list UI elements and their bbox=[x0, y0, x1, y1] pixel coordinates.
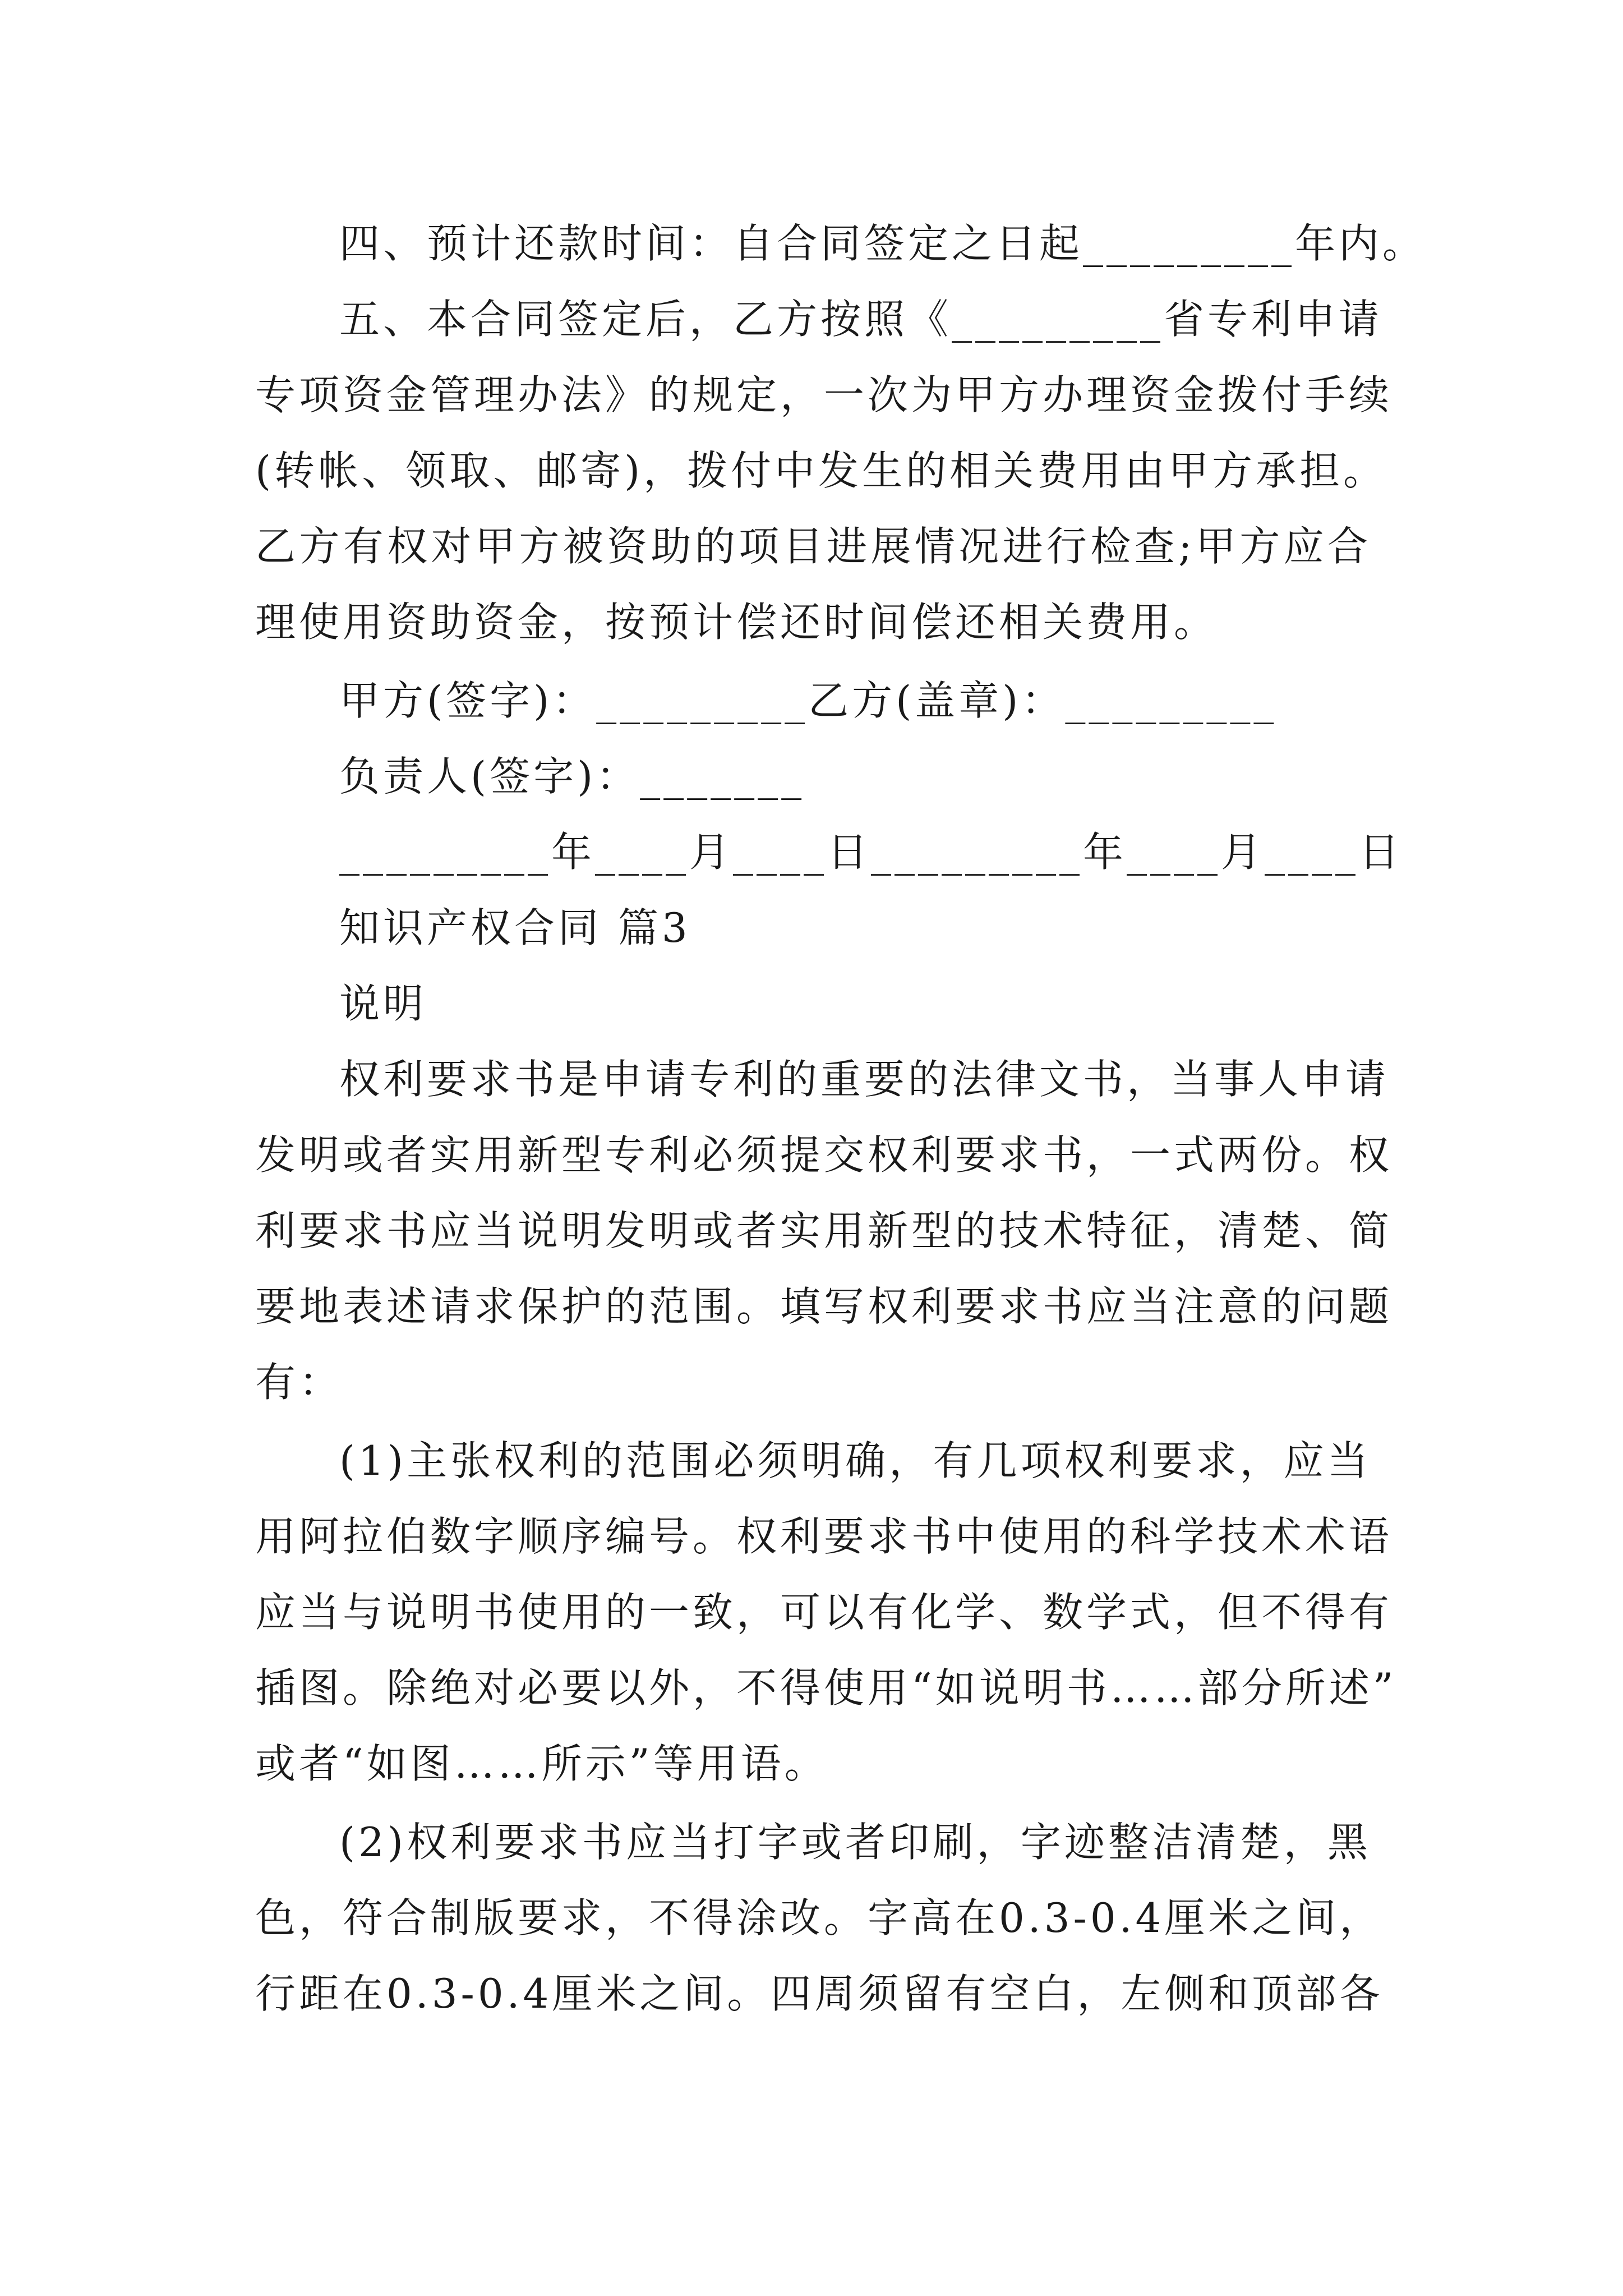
explanation-line-3: 利要求书应当说明发明或者实用新型的技术特征，清楚、简 bbox=[255, 1207, 1393, 1254]
explanation-line-4: 要地表述请求保护的范围。填写权利要求书应当注意的问题 bbox=[255, 1283, 1393, 1330]
explanation-line-1: 权利要求书是申请专利的重要的法律文书，当事人申请 bbox=[339, 1056, 1390, 1103]
clause-five-line-3: (转帐、领取、邮寄)，拨付中发生的相关费用由甲方承担。 bbox=[255, 447, 1387, 494]
clause-five-line-5: 理使用资助资金，按预计偿还时间偿还相关费用。 bbox=[255, 599, 1218, 646]
clause-five-line-4: 乙方有权对甲方被资助的项目进展情况进行检查;甲方应合 bbox=[255, 523, 1371, 570]
signature-parties-line: 甲方(签字)：_________乙方(盖章)：_________ bbox=[339, 677, 1278, 724]
point-two-line-1: (2)权利要求书应当打字或者印刷，字迹整洁清楚，黑 bbox=[339, 1819, 1371, 1866]
signature-responsible-person: 负责人(签字)：_______ bbox=[339, 753, 805, 800]
section-title: 知识产权合同 篇3 bbox=[339, 904, 691, 951]
point-one-line-5: 或者“如图……所示”等用语。 bbox=[255, 1740, 828, 1787]
clause-five-line-1: 五、本合同签定后，乙方按照《_________省专利申请 bbox=[339, 296, 1383, 343]
point-two-line-3: 行距在0.3-0.4厘米之间。四周须留有空白，左侧和顶部各 bbox=[255, 1970, 1384, 2017]
point-one-line-4: 插图。除绝对必要以外，不得使用“如说明书……部分所述” bbox=[255, 1664, 1397, 1711]
point-one-line-2: 用阿拉伯数字顺序编号。权利要求书中使用的科学技术术语 bbox=[255, 1513, 1393, 1560]
explanation-line-2: 发明或者实用新型专利必须提交权利要求书，一式两份。权 bbox=[255, 1131, 1393, 1179]
point-one-line-1: (1)主张权利的范围必须明确，有几项权利要求，应当 bbox=[339, 1437, 1371, 1484]
clause-five-line-2: 专项资金管理办法》的规定，一次为甲方办理资金拨付手续 bbox=[255, 371, 1393, 418]
signature-date-line: _________年____月____日_________年____月____日 bbox=[339, 829, 1403, 876]
point-one-line-3: 应当与说明书使用的一致，可以有化学、数学式，但不得有 bbox=[255, 1589, 1393, 1636]
section-subtitle: 说明 bbox=[339, 980, 427, 1027]
point-two-line-2: 色，符合制版要求，不得涂改。字高在0.3-0.4厘米之间， bbox=[255, 1894, 1384, 1941]
explanation-line-5: 有： bbox=[255, 1359, 343, 1406]
clause-four-repayment-time: 四、预计还款时间：自合同签定之日起_________年内。 bbox=[339, 220, 1427, 267]
